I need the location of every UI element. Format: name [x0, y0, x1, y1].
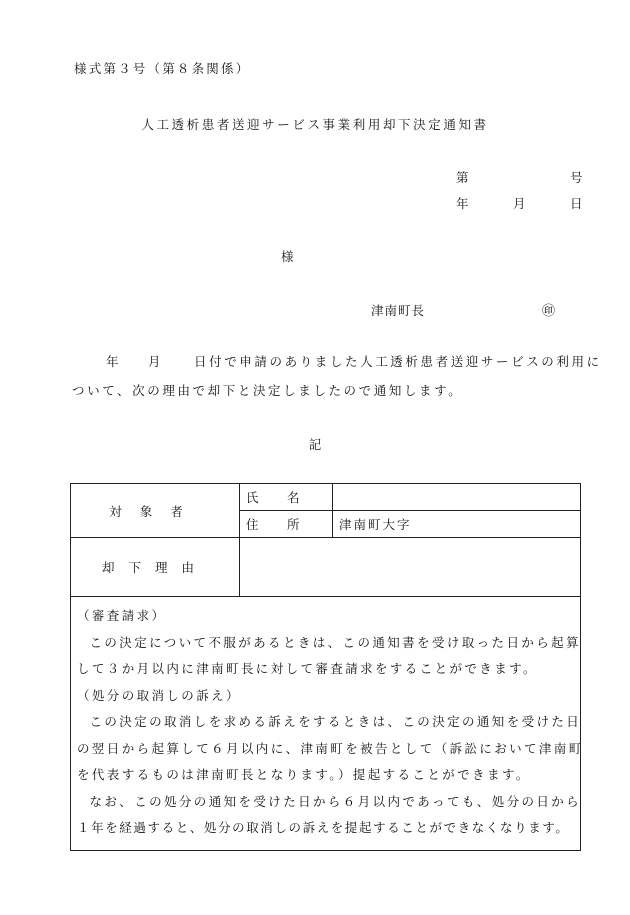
note-line: の翌日から起算して６月以内に、津南町を被告として（訴訟において津南町	[77, 740, 584, 756]
body-year: 年	[106, 354, 119, 369]
name-label: 氏 名	[240, 484, 333, 511]
notes-cell	[71, 597, 584, 851]
note-line: １年を経過すると、処分の取消しの訴えを提起することができなくなります。	[77, 820, 570, 835]
date-year: 年	[456, 196, 469, 211]
body-month: 月	[148, 354, 161, 369]
note-line: （処分の取消しの訴え）	[77, 687, 241, 703]
address-label: 住 所	[240, 511, 333, 538]
table-row	[71, 484, 581, 511]
note-line: して３か月以内に津南町長に対して審査請求をすることができます。	[77, 661, 538, 676]
note-line: なお、この処分の通知を受けた日から６月以内であっても、処分の日から	[89, 793, 582, 809]
doc-number-suffix: 号	[570, 170, 583, 185]
body-line1: 日付で申請のありました人工透析患者送迎サービスの利用に	[194, 354, 602, 369]
note-line: を代表するものは津南町長となります。）提起することができます。	[77, 767, 531, 782]
note-line: （審査請求）	[77, 608, 167, 623]
address-value: 津南町大字	[333, 511, 581, 538]
body-line2: ついて、次の理由で却下と決定しましたので通知します。	[72, 383, 464, 398]
note-line: この決定について不服があるときは、この通知書を受け取った日から起算	[89, 634, 581, 650]
recipient-suffix: 様	[281, 249, 294, 264]
seal-mark: ㊞	[542, 304, 556, 319]
date-month: 月	[513, 196, 526, 211]
issuer-name: 津南町長	[371, 303, 426, 318]
detail-table	[70, 483, 584, 851]
subject-label: 対象者	[71, 484, 240, 538]
reason-label: 却下理由	[71, 538, 240, 597]
table-row	[71, 538, 581, 597]
reason-value	[240, 538, 581, 597]
table-row	[71, 597, 581, 851]
form-number: 様式第３号（第８条関係）	[74, 61, 251, 76]
date-day: 日	[570, 196, 583, 211]
ki-heading: 記	[308, 437, 322, 452]
document-title: 人工透析患者送迎サービス事業利用却下決定通知書	[141, 117, 489, 132]
name-value	[333, 484, 581, 511]
note-line: この決定の取消しを求める訴えをするときは、この決定の通知を受けた日	[89, 714, 582, 729]
doc-number-prefix: 第	[456, 170, 469, 185]
